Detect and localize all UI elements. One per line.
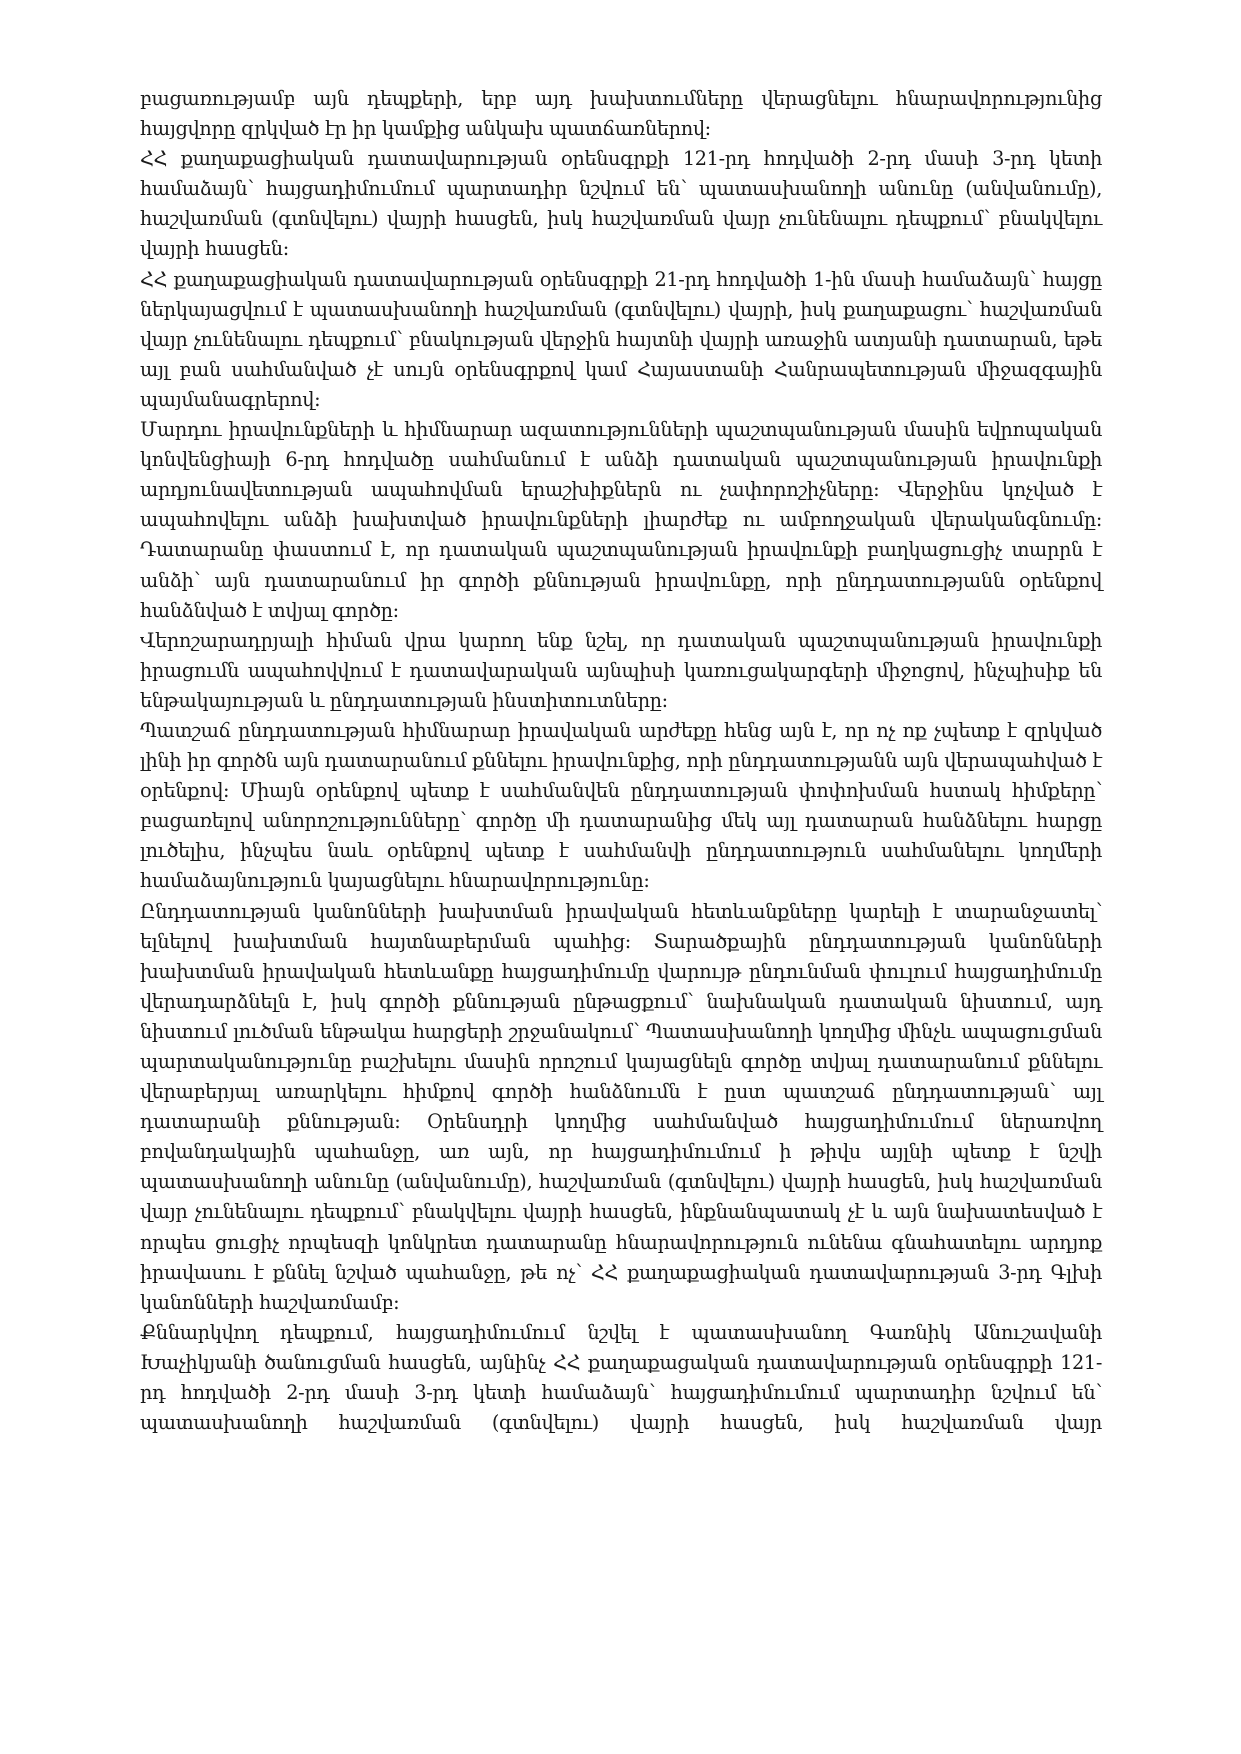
paragraph-1: բացառությամբ այն դեպքերի, երբ այդ խախտումները վերացնելու հնարավորությունից հայցվորը զրկված էր իր կամքից անկախ պատճառներով: [140,87,1102,141]
paragraph-8: Քննարկվող դեպքում, հայցադիմումում նշվել է պատասխանող Գառնիկ Անուշավանի Խաչիկյանի ծանուցման հասցեն, այնինչ ՀՀ քաղաքացական դատավարության օրենսգրքի 121-րդ հոդվածի 2-րդ մասի 3-րդ կետի համաձայն՝ հայցադիմումում պարտադիր նշվում են՝ պատասխանողի հաշվառման (գտնվելու) վայրի հասցեն, իսկ հաշվառման վայր [140,1320,1102,1435]
paragraph-7: Ընդդատության կանոնների խախտման իրավական հետևանքները կարելի է տարանջատել՝ ելնելով խախտման հայտնաբերման պահից: Տարածքային ընդդատության կանոնների խախտման իրավական հետևանքը հայցադիմումը վարույթ ընդունման փուլում հայցադիմումը վերադարձնելն է, իսկ գործի քննության ընթացքում՝ նախնական դատական նիստում, այդ նիստում լուծման ենթակա հարցերի շրջանակում՝ Պատասխանողի կողմից մինչև ապացուցման պարտականությունը բաշխելու մասին որոշում կայացնելն գործը տվյալ դատարանում քննելու վերաբերյալ առարկելու հիմքով գործի հանձնումն է ըստ պատշաճ ընդդատության՝ այլ դատարանի քննության: Օրենսդրի կողմից սահմանված հայցադիմումում ներառվող բովանդակային պահանջը, առ այն, որ հայցադիմումում ի թիվս այլնի պետք է նշվի պատասխանողի անունը (անվանումը), հաշվառման (գտնվելու) վայրի հասցեն, իսկ հաշվառման վայր չունենալու դեպքում՝ բնակվելու վայրի հասցեն, ինքնանպատակ չէ և այն նախատեսված է որպես ցուցիչ որպեսզի կոնկրետ դատարանը հնարավորություն ունենա գնահատելու արդյոք իրավասու է քննել նշված պահանջը, թե ոչ՝ ՀՀ քաղաքացիական դատավարության 3-րդ Գլխի կանոնների հաշվառմամբ: [140,899,1102,1314]
paragraph-3: ՀՀ քաղաքացիական դատավարության օրենսգրքի 21-րդ հոդվածի 1-ին մասի համաձայն՝ հայցը ներկայացվում է պատասխանողի հաշվառման (գտնվելու) վայրի, իսկ քաղաքացու՝ հաշվառման վայր չունենալու դեպքում՝ բնակության վերջին հայտնի վայրի առաջին ատյանի դատարան, եթե այլ բան սահմանված չէ սույն օրենսգրքով կամ Հայաստանի Հանրապետության միջազգային պայմանագրերով: [140,267,1102,411]
paragraph-6: Պատշաճ ընդդատության հիմնարար իրավական արժեքը հենց այն է, որ ոչ ոք չպետք է զրկված լինի իր գործն այն դատարանում քննելու իրավունքից, որի ընդդատությանն այն վերապահված է օրենքով: Միայն օրենքով պետք է սահմանվեն ընդդատության փոփոխման հստակ հիմքերը՝ բացառելով անորոշությունները՝ գործը մի դատարանից մեկ այլ դատարան հանձնելու հարցը լուծելիս, ինչպես նաև օրենքով պետք է սահմանվի ընդդատություն սահմանելու կողմերի համաձայնություն կայացնելու հնարավորությունը: [140,718,1102,893]
paragraph-5: Վերոշարադրյալի հիման վրա կարող ենք նշել, որ դատական պաշտպանության իրավունքի իրացումն ապահովվում է դատավարական այնպիսի կառուցակարգերի միջոցով, ինչպիսիք են ենթակայության և ընդդատության ինստիտուտները: [140,628,1102,712]
document-page [140,84,1102,1438]
paragraph-2: ՀՀ քաղաքացիական դատավարության օրենսգրքի 121-րդ հոդվածի 2-րդ մասի 3-րդ կետի համաձայն՝ հայցադիմումում պարտադիր նշվում են՝ պատասխանողի անունը (անվանումը), հաշվառման (գտնվելու) վայրի հասցեն, իսկ հաշվառման վայր չունենալու դեպքում՝ բնակվելու վայրի հասցեն: [140,147,1102,261]
paragraph-4: Մարդու իրավունքների և հիմնարար ազատությունների պաշտպանության մասին եվրոպական կոնվենցիայի 6-րդ հոդվածը սահմանում է անձի դատական պաշտպանության իրավունքի արդյունավետության ապահովման երաշխիքներն ու չափորոշիչները: Վերջինս կոչված է ապահովելու անձի խախտված իրավունքների լիարժեք ու ամբողջական վերականգնումը: Դատարանը փաստում է, որ դատական պաշտպանության իրավունքի բաղկացուցիչ տարրն է անձի՝ այն դատարանում իր գործի քննության իրավունքը, որի ընդդատությանն օրենքով հանձնված է տվյալ գործը: [140,418,1102,622]
